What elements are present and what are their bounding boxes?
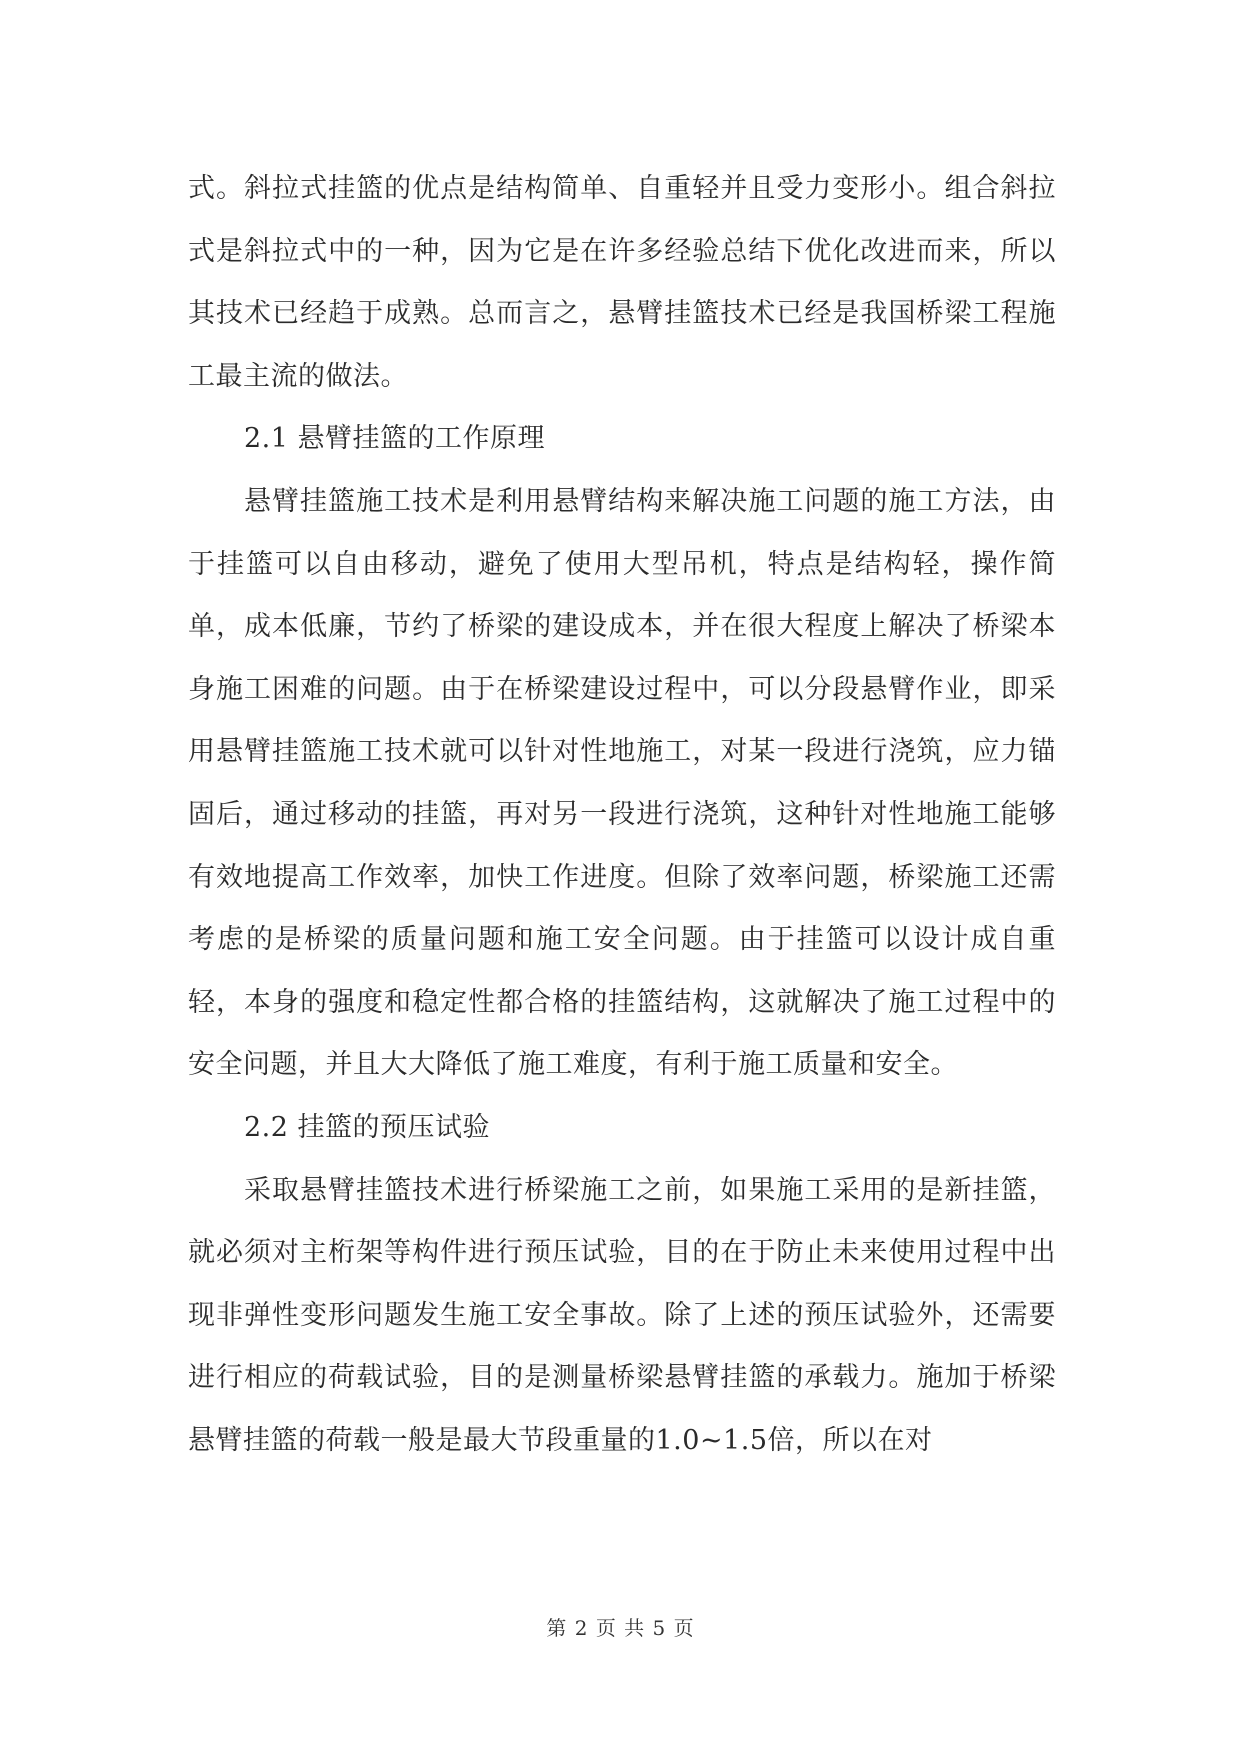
paragraph-cable-stayed-hanging-basket: 式。斜拉式挂篮的优点是结构简单、自重轻并且受力变形小。组合斜拉式是斜拉式中的一种，因为它是在许多经验总结下优化改进而来，所以其技术已经趋于成熟。总而言之，悬臂挂篮技术已经是我国桥梁工程施工最主流的做法。 [188, 173, 1056, 392]
section-heading-2-1: 2.1 悬臂挂篮的工作原理 [244, 423, 546, 455]
page-number-footer: 第 2 页 共 5 页 [546, 1616, 695, 1640]
document-body [188, 158, 1056, 1472]
section-heading-2-2: 2.2 挂篮的预压试验 [244, 1111, 491, 1143]
paragraph-working-principle: 悬臂挂篮施工技术是利用悬臂结构来解决施工问题的施工方法，由于挂篮可以自由移动，避免了使用大型吊机，特点是结构轻，操作简单，成本低廉，节约了桥梁的建设成本，并在很大程度上解决了桥梁本身施工困难的问题。由于在桥梁建设过程中，可以分段悬臂作业，即采用悬臂挂篮施工技术就可以针对性地施工，对某一段进行浇筑，应力锚固后，通过移动的挂篮，再对另一段进行浇筑，这种针对性地施工能够有效地提高工作效率，加快工作进度。但除了效率问题，桥梁施工还需考虑的是桥梁的质量问题和施工安全问题。由于挂篮可以设计成自重轻，本身的强度和稳定性都合格的挂篮结构，这就解决了施工过程中的安全问题，并且大大降低了施工难度，有利于施工质量和安全。 [188, 485, 1056, 1081]
paragraph-preload-test: 采取悬臂挂篮技术进行桥梁施工之前，如果施工采用的是新挂篮，就必须对主桁架等构件进行预压试验，目的在于防止未来使用过程中出现非弹性变形问题发生施工安全事故。除了上述的预压试验外，还需要进行相应的荷载试验，目的是测量桥梁悬臂挂篮的承载力。施加于桥梁悬臂挂篮的荷载一般是最大节段重量的1.0~1.5倍，所以在对 [188, 1174, 1056, 1456]
